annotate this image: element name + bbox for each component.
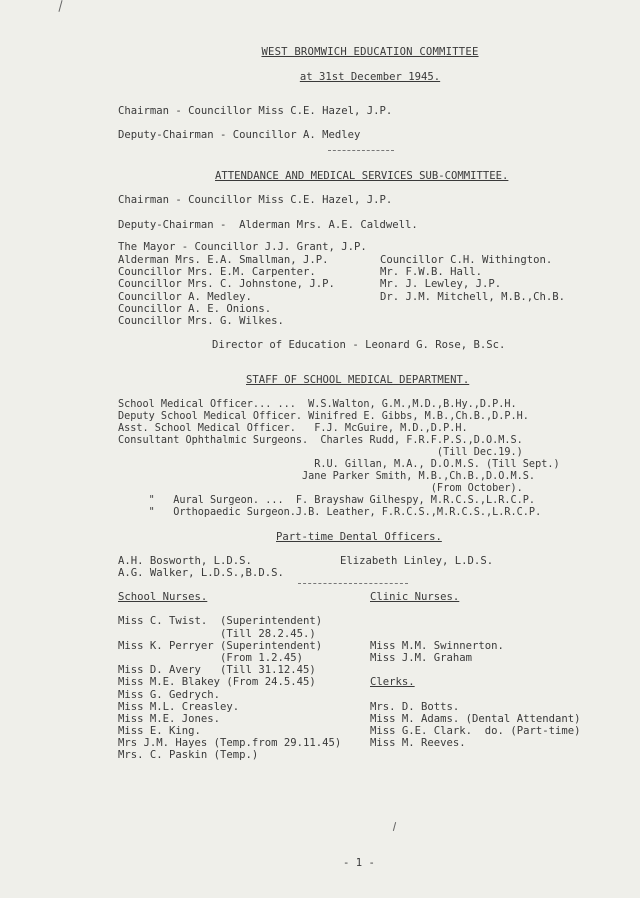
sub-committee-title: ATTENDANCE AND MEDICAL SERVICES SUB-COMMITTEE.: [215, 170, 509, 182]
divider: [298, 583, 408, 584]
staff-line: Jane Parker Smith, M.B.,Ch.B.,D.O.M.S.: [118, 471, 536, 482]
clerk-line: Miss M. Reeves.: [370, 737, 466, 749]
school-nurses-title: School Nurses.: [118, 591, 208, 603]
member-line: Dr. J.M. Mitchell, M.B.,Ch.B.: [380, 291, 565, 303]
staff-line: Asst. School Medical Officer. F.J. McGuire, M.D.,D.P.H.: [118, 423, 468, 434]
staff-line: Consultant Ophthalmic Surgeons. Charles Rudd, F.R.F.P.S.,D.O.M.S.: [118, 435, 523, 446]
nurse-line: Miss M.E. Jones.: [118, 713, 221, 725]
committee-deputy-chairman: Deputy-Chairman - Councillor A. Medley: [118, 129, 361, 141]
member-line: Councillor A. E. Onions.: [118, 303, 272, 315]
staff-section-title: STAFF OF SCHOOL MEDICAL DEPARTMENT.: [246, 374, 470, 386]
member-line: Councillor Mrs. G. Wilkes.: [118, 315, 284, 327]
nurse-line: Miss K. Perryer (Superintendent): [118, 640, 323, 652]
pencil-mark: [58, 0, 62, 12]
member-line: Councillor C.H. Withington.: [380, 254, 553, 266]
pencil-mark: [393, 822, 396, 831]
sub-committee-chairman: Chairman - Councillor Miss C.E. Hazel, J.P.: [118, 194, 393, 206]
nurse-line: Miss G. Gedrych.: [118, 689, 221, 701]
nurse-line: Miss M.E. Blakey (From 24.5.45): [118, 676, 316, 688]
member-line: Mr. F.W.B. Hall.: [380, 266, 483, 278]
dental-section-title: Part-time Dental Officers.: [276, 531, 442, 543]
clinic-nurses-title: Clinic Nurses.: [370, 591, 460, 603]
nurse-line: Miss C. Twist. (Superintendent): [118, 615, 323, 627]
document-date: at 31st December 1945.: [299, 71, 441, 83]
member-line: Councillor Mrs. E.M. Carpenter.: [118, 266, 316, 278]
staff-line: " Orthopaedic Surgeon.J.B. Leather, F.R.C.S.,M.R.C.S.,L.R.C.P.: [118, 507, 542, 518]
divider: [328, 150, 394, 151]
staff-line: School Medical Officer... ... W.S.Walton, G.M.,M.D.,B.Hy.,D.P.H.: [118, 399, 517, 410]
dental-officer: A.G. Walker, L.D.S.,B.D.S.: [118, 567, 284, 579]
clerks-title: Clerks.: [370, 676, 415, 688]
page-number: - 1 -: [343, 857, 375, 869]
clinic-nurse-line: Miss J.M. Graham: [370, 652, 473, 664]
staff-line: Deputy School Medical Officer. Winifred E. Gibbs, M.B.,Ch.B.,D.P.H.: [118, 411, 529, 422]
nurse-line: Miss E. King.: [118, 725, 201, 737]
staff-line: (From October).: [118, 483, 523, 494]
clerk-line: Miss G.E. Clark. do. (Part-time): [370, 725, 581, 737]
clinic-nurse-line: Miss M.M. Swinnerton.: [370, 640, 504, 652]
director-of-education: Director of Education - Leonard G. Rose, B.Sc.: [212, 339, 506, 351]
committee-chairman: Chairman - Councillor Miss C.E. Hazel, J.P.: [118, 105, 393, 117]
staff-line: " Aural Surgeon. ... F. Brayshaw Gilhespy, M.R.C.S.,L.R.C.P.: [118, 495, 536, 506]
member-line: Alderman Mrs. E.A. Smallman, J.P.: [118, 254, 329, 266]
clerk-line: Miss M. Adams. (Dental Attendant): [370, 713, 581, 725]
staff-line: (Till Dec.19.): [118, 447, 523, 458]
clerk-line: Mrs. D. Botts.: [370, 701, 460, 713]
member-line: The Mayor - Councillor J.J. Grant, J.P.: [118, 241, 367, 253]
dental-officer: A.H. Bosworth, L.D.S.: [118, 555, 252, 567]
dental-officer: Elizabeth Linley, L.D.S.: [340, 555, 494, 567]
sub-committee-deputy-chairman: Deputy-Chairman - Alderman Mrs. A.E. Caldwell.: [118, 219, 418, 231]
document-title: WEST BROMWICH EDUCATION COMMITTEE: [261, 46, 479, 58]
nurse-line: Miss D. Avery (Till 31.12.45): [118, 664, 316, 676]
staff-line: R.U. Gillan, M.A., D.O.M.S. (Till Sept.): [118, 459, 560, 470]
member-line: Councillor Mrs. C. Johnstone, J.P.: [118, 278, 335, 290]
nurse-line: Mrs. C. Paskin (Temp.): [118, 749, 259, 761]
nurse-line: (From 1.2.45): [118, 652, 303, 664]
nurse-line: Miss M.L. Creasley.: [118, 701, 240, 713]
nurse-line: Mrs J.M. Hayes (Temp.from 29.11.45): [118, 737, 342, 749]
nurse-line: (Till 28.2.45.): [118, 628, 316, 640]
member-line: Mr. J. Lewley, J.P.: [380, 278, 502, 290]
member-line: Councillor A. Medley.: [118, 291, 252, 303]
